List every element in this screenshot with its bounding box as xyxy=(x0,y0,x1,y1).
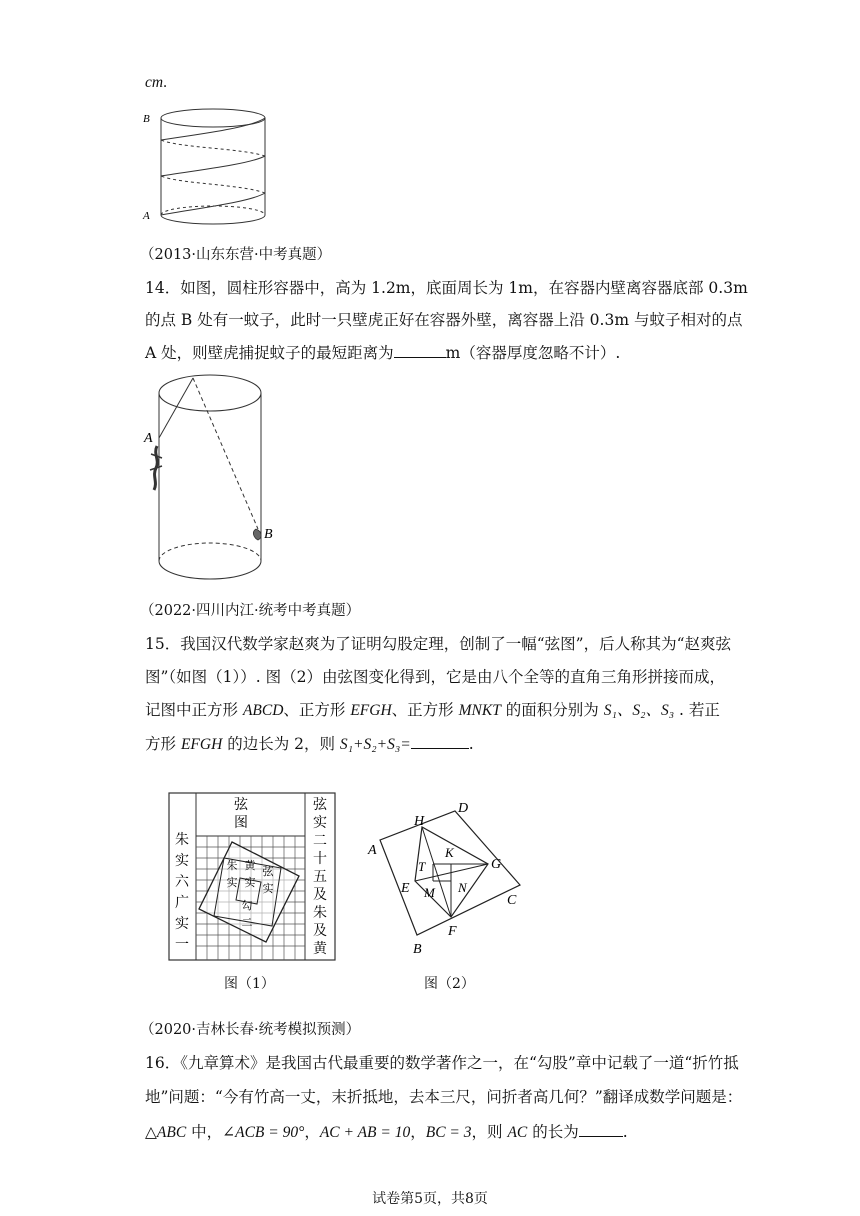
svg-text:图: 图 xyxy=(234,816,248,831)
q14-line3: A 处，则壁虎捕捉蚊子的最短距离为 m（容器厚度忽略不计）. xyxy=(145,341,620,364)
svg-text:二: 二 xyxy=(313,834,327,849)
svg-text:F: F xyxy=(448,924,457,939)
svg-text:实: 实 xyxy=(313,816,327,831)
svg-text:及: 及 xyxy=(313,924,327,939)
svg-text:G: G xyxy=(491,857,502,872)
svg-text:十: 十 xyxy=(313,852,327,867)
svg-text:C: C xyxy=(507,893,517,908)
label-b-mosquito: B xyxy=(264,527,273,542)
label-a-gecko: A xyxy=(144,431,153,446)
svg-text:朱: 朱 xyxy=(313,906,327,921)
label-b: B xyxy=(143,113,150,125)
q15-line3: 记图中正方形 ABCD、正方形 EFGH、正方形 MNKT 的面积分别为 S₁、S₂、S₃ . 若正 xyxy=(145,701,720,719)
q15-line2: 图”（如图（1））. 图（2）由弦图变化得到，它是由八个全等的直角三角形拼接而成， xyxy=(145,668,726,686)
svg-text:弦: 弦 xyxy=(313,798,327,813)
svg-text:六: 六 xyxy=(175,875,189,890)
helix-cylinder-figure xyxy=(140,98,270,230)
svg-text:弦: 弦 xyxy=(262,866,274,878)
source-2022: （2022·四川内江·统考中考真题） xyxy=(140,603,361,619)
svg-text:勾: 勾 xyxy=(241,900,253,912)
svg-text:朱: 朱 xyxy=(226,860,238,872)
svg-text:及: 及 xyxy=(313,888,327,903)
svg-text:二: 二 xyxy=(241,917,253,929)
svg-text:B: B xyxy=(413,942,422,957)
svg-text:弦: 弦 xyxy=(234,798,248,813)
svg-text:K: K xyxy=(445,845,454,860)
q16-line2: 地”问题：“今有竹高一丈，末折抵地，去本三尺，问折者高几何？”翻译成数学问题是： xyxy=(145,1088,743,1106)
source-2020: （2020·吉林长春·统考模拟预测） xyxy=(140,1022,361,1038)
svg-text:实: 实 xyxy=(175,917,189,932)
svg-text:实: 实 xyxy=(244,877,256,889)
svg-text:N: N xyxy=(458,880,467,895)
cylinder-gecko-figure xyxy=(138,366,288,588)
svg-text:E: E xyxy=(401,881,410,896)
svg-text:朱: 朱 xyxy=(175,833,189,848)
svg-text:五: 五 xyxy=(313,870,327,885)
svg-text:黄: 黄 xyxy=(244,860,256,872)
unit-text: cm. xyxy=(145,74,167,91)
source-2013: （2013·山东东营·中考真题） xyxy=(140,247,332,263)
answer-blank-16[interactable] xyxy=(579,1120,623,1137)
svg-text:广: 广 xyxy=(175,896,189,911)
svg-text:实: 实 xyxy=(262,883,274,895)
page-footer: 试卷第5页，共8页 xyxy=(372,1191,488,1207)
q16-line1: 16．《九章算术》是我国古代最重要的数学著作之一，在“勾股”章中记载了一道“折竹抵 xyxy=(145,1054,739,1072)
q16-line3: △ABC 中，∠ACB = 90°，AC + AB = 10，BC = 3，则 AC 的长为 . xyxy=(145,1120,628,1144)
caption-fig2: 图（2） xyxy=(424,976,475,992)
zhao-shuang-diagram xyxy=(168,792,336,962)
answer-blank-15[interactable] xyxy=(411,732,469,749)
q15-line1: 15．我国汉代数学家赵爽为了证明勾股定理，创制了一幅“弦图”，后人称其为“赵爽弦 xyxy=(145,635,731,653)
svg-text:黄: 黄 xyxy=(313,942,327,957)
q14-line2: 的点 B 处有一蚊子，此时一只壁虎正好在容器外壁，离容器上沿 0.3m 与蚊子相对的点 xyxy=(145,311,743,329)
caption-fig1: 图（1） xyxy=(224,976,275,992)
svg-text:T: T xyxy=(418,859,426,874)
answer-blank-14[interactable] xyxy=(394,341,446,358)
q15-line4: 方形 EFGH 的边长为 2，则 S₁+S₂+S₃= . xyxy=(145,732,474,756)
svg-text:一: 一 xyxy=(175,938,189,953)
gecko-icon xyxy=(150,446,162,490)
svg-text:M: M xyxy=(424,885,435,900)
mosquito-icon xyxy=(253,529,261,540)
svg-text:H: H xyxy=(414,814,425,829)
svg-text:D: D xyxy=(458,801,469,816)
svg-text:实: 实 xyxy=(226,877,238,889)
label-a: A xyxy=(143,210,150,222)
svg-text:A: A xyxy=(368,843,377,858)
q14-line1: 14．如图，圆柱形容器中，高为 1.2m，底面周长为 1m，在容器内壁离容器底部 0.3m xyxy=(145,279,748,297)
eight-triangle-figure xyxy=(360,792,530,960)
svg-text:实: 实 xyxy=(175,854,189,869)
